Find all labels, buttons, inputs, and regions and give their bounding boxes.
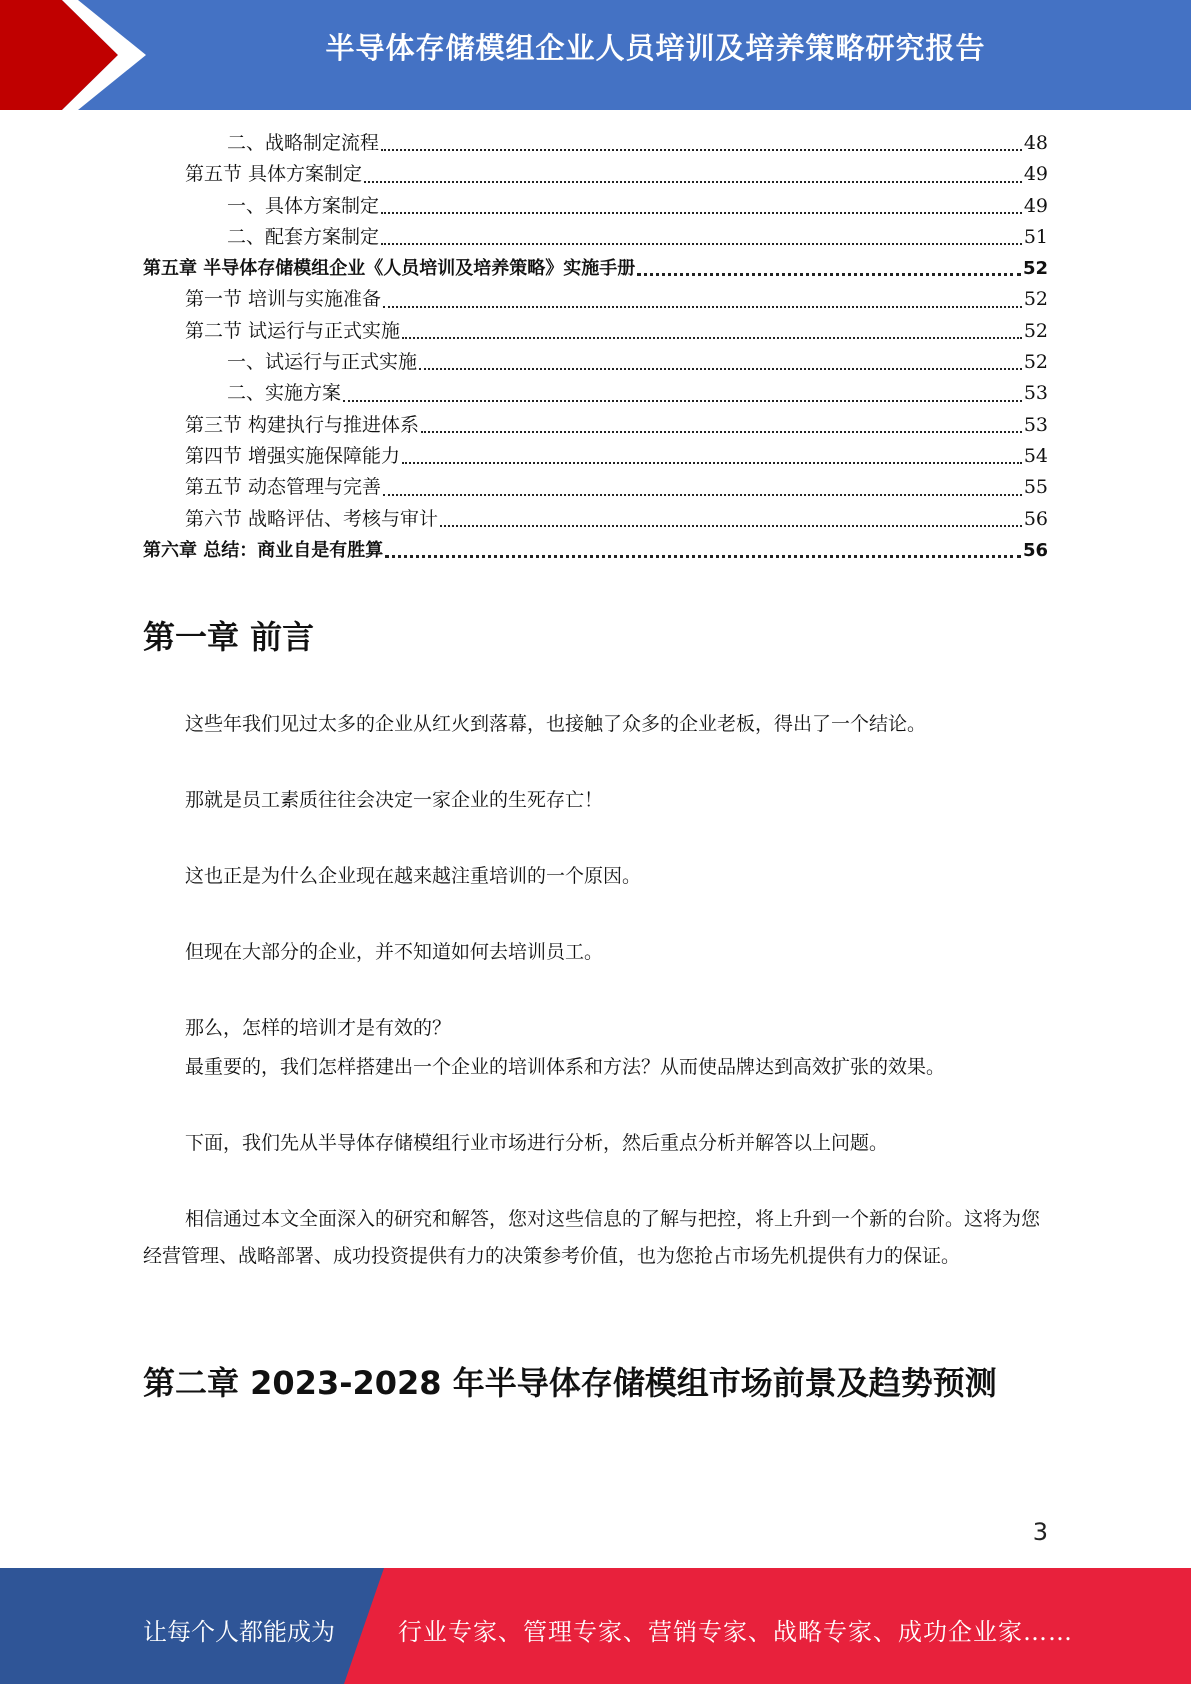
toc-entry[interactable] bbox=[143, 222, 1048, 253]
toc-entry[interactable] bbox=[143, 347, 1048, 378]
paragraph: 这些年我们见过太多的企业从红火到落幕，也接触了众多的企业老板，得出了一个结论。 bbox=[185, 713, 927, 735]
toc-entry-page: 54 bbox=[1023, 444, 1048, 467]
toc-entry[interactable] bbox=[143, 472, 1048, 503]
toc-leader-dots bbox=[381, 243, 1022, 245]
toc-entry-label: 第五节 具体方案制定 bbox=[185, 163, 363, 186]
toc-entry-page: 49 bbox=[1023, 163, 1048, 186]
toc-entry-label: 一、试运行与正式实施 bbox=[227, 351, 418, 374]
toc-entry-page: 53 bbox=[1023, 382, 1048, 405]
chapter-1-heading: 第一章 前言 bbox=[143, 618, 315, 656]
toc-entry[interactable] bbox=[143, 159, 1048, 190]
paragraph: 但现在大部分的企业，并不知道如何去培训员工。 bbox=[185, 941, 604, 963]
toc-leader-dots bbox=[381, 149, 1022, 151]
toc-entry-label: 第三节 构建执行与推进体系 bbox=[185, 413, 420, 436]
toc-leader-dots bbox=[440, 525, 1022, 527]
toc-entry-label: 一、具体方案制定 bbox=[227, 194, 380, 217]
footer-slogan-right: 行业专家、管理专家、营销专家、战略专家、成功企业家…… bbox=[398, 1618, 1073, 1646]
toc-leader-dots bbox=[402, 337, 1022, 339]
toc-entry-label: 第六节 战略评估、考核与审计 bbox=[185, 507, 439, 530]
toc-leader-dots bbox=[383, 494, 1022, 496]
toc-entry[interactable] bbox=[143, 504, 1048, 535]
toc-entry-label: 二、配套方案制定 bbox=[227, 225, 380, 248]
toc-leader-dots bbox=[421, 431, 1022, 433]
toc-entry[interactable] bbox=[143, 535, 1048, 566]
toc-leader-dots bbox=[385, 555, 1021, 558]
toc-entry[interactable] bbox=[143, 128, 1048, 159]
toc-entry-label: 二、实施方案 bbox=[227, 382, 342, 405]
toc-entry-page: 52 bbox=[1023, 351, 1048, 374]
toc-entry-page: 56 bbox=[1022, 539, 1048, 561]
toc-entry-label: 二、战略制定流程 bbox=[227, 132, 380, 154]
toc-entry[interactable] bbox=[143, 253, 1048, 284]
toc-entry-label: 第四节 增强实施保障能力 bbox=[185, 444, 401, 467]
toc-entry-label: 第五节 动态管理与完善 bbox=[185, 476, 382, 499]
toc-entry-page: 52 bbox=[1023, 288, 1048, 311]
toc-entry-page: 53 bbox=[1023, 413, 1048, 436]
footer-slogan-left: 让每个人都能成为 bbox=[143, 1618, 335, 1646]
toc-entry-label: 第一节 培训与实施准备 bbox=[185, 288, 382, 311]
toc-leader-dots bbox=[419, 368, 1022, 370]
paragraph: 那就是员工素质往往会决定一家企业的生死存亡！ bbox=[185, 789, 604, 811]
paragraph: 这也正是为什么企业现在越来越注重培训的一个原因。 bbox=[185, 865, 642, 887]
toc-leader-dots bbox=[383, 306, 1022, 308]
page-number: 3 bbox=[1032, 1518, 1048, 1546]
paragraph: 最重要的，我们怎样搭建出一个企业的培训体系和方法？从而使品牌达到高效扩张的效果。 bbox=[185, 1056, 946, 1078]
toc-entry-label: 第二节 试运行与正式实施 bbox=[185, 319, 401, 342]
toc-entry-label: 第五章 半导体存储模组企业《人员培训及培养策略》实施手册 bbox=[143, 258, 636, 280]
toc-leader-dots bbox=[402, 462, 1022, 464]
toc-entry-page: 52 bbox=[1023, 319, 1048, 342]
toc-entry-label: 第六章 总结：商业自是有胜算 bbox=[143, 539, 384, 561]
toc-entry-page: 49 bbox=[1023, 194, 1048, 217]
toc-entry[interactable] bbox=[143, 191, 1048, 222]
toc-entry[interactable] bbox=[143, 410, 1048, 441]
toc-entry-page: 56 bbox=[1023, 507, 1048, 530]
paragraph: 下面，我们先从半导体存储模组行业市场进行分析，然后重点分析并解答以上问题。 bbox=[185, 1132, 889, 1154]
toc-entry-page: 48 bbox=[1023, 132, 1048, 154]
toc-leader-dots bbox=[637, 273, 1021, 276]
toc-entry[interactable] bbox=[143, 284, 1048, 315]
page-header bbox=[0, 0, 1191, 110]
toc-entry[interactable] bbox=[143, 316, 1048, 347]
report-title: 半导体存储模组企业人员培训及培养策略研究报告 bbox=[325, 31, 986, 65]
toc-leader-dots bbox=[364, 181, 1022, 183]
paragraph: 那么，怎样的培训才是有效的？ bbox=[185, 1017, 452, 1039]
table-of-contents bbox=[143, 128, 1048, 566]
page-footer bbox=[0, 1568, 1191, 1684]
toc-entry-page: 52 bbox=[1022, 258, 1048, 280]
toc-entry-page: 55 bbox=[1023, 476, 1048, 499]
toc-entry[interactable] bbox=[143, 378, 1048, 409]
toc-entry-page: 51 bbox=[1023, 225, 1048, 248]
chapter-2-heading: 第二章 2023-2028 年半导体存储模组市场前景及趋势预测 bbox=[143, 1364, 997, 1402]
toc-entry[interactable] bbox=[143, 441, 1048, 472]
toc-leader-dots bbox=[381, 212, 1022, 214]
paragraph: 相信通过本文全面深入的研究和解答，您对这些信息的了解与把控，将上升到一个新的台阶。这将为您经营管理、战略部署、成功投资提供有力的决策参考价值，也为您抢占市场先机提供有力的保证。 bbox=[143, 1208, 1041, 1267]
toc-leader-dots bbox=[343, 400, 1022, 402]
header-arrow-decoration bbox=[0, 0, 160, 110]
